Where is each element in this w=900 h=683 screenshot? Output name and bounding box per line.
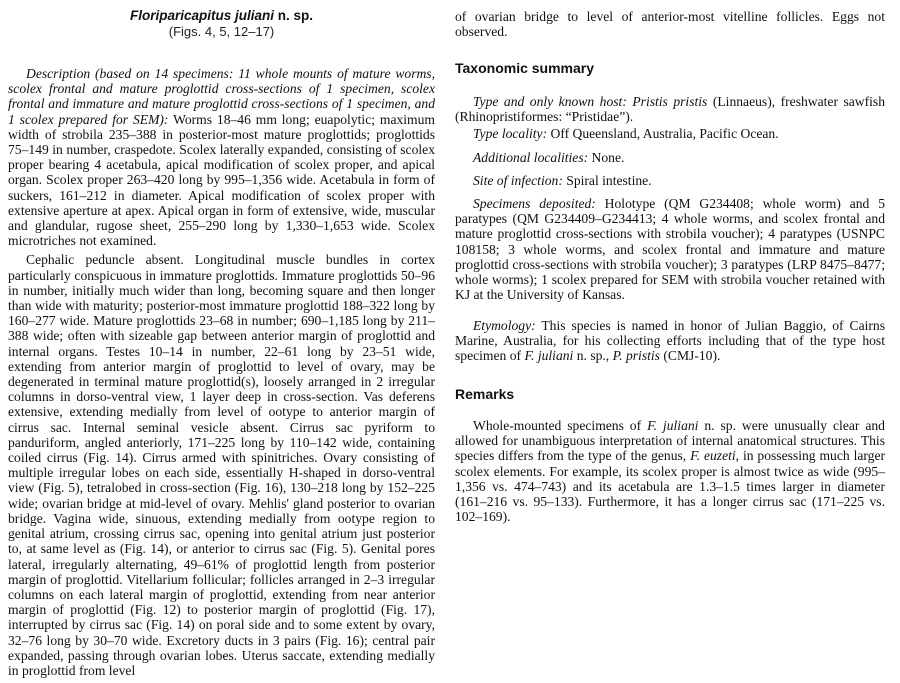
description-paragraph (8, 66, 435, 248)
remarks-species: F. juliani (647, 418, 699, 433)
etymology-text-2: n. sp., (573, 348, 613, 364)
taxonomic-summary-heading: Taxonomic summary (455, 60, 595, 76)
locality-text: Off Queensland, Australia, Pacific Ocean. (547, 126, 779, 141)
site-paragraph (455, 173, 885, 188)
specimens-text: Holotype (QM G234408; whole worm) and 5 paratypes (QM G234409–G234413; 4 whole worms, and scolex frontal and mature proglottid cross-sections with strobila voucher); 4 paratypes (USNPC 108158; 3 whole worms, and scolex frontal and immature and mature proglottid cross-sections with strobila voucher); 3 paratypes (LRP 8475–8477; whole worms); 1 scolex prepared for SEM with strobila voucher retained with KJ at the University of Kansas. (455, 196, 885, 303)
remarks-text-3: , in possessing much larger scolex elements. For example, its scolex proper is almost twice as wide (995–1,356 vs. 474–743) and its acetabula are 1.3–1.5 times larger in diameter (161–216 vs. 95–133). Furthermore, it has a longer cirrus sac (171–225 vs. 102–169). (455, 448, 886, 525)
additional-label: Additional localities: (473, 150, 589, 165)
etymology-paragraph (455, 318, 885, 364)
description-continued: of ovarian bridge to level of anterior-most vitelline follicles. Eggs not observed. (455, 9, 885, 40)
etymology-host: P. pristis (612, 348, 660, 364)
specimens-label: Specimens deposited: (473, 196, 596, 211)
site-text: Spiral intestine. (562, 173, 652, 188)
additional-text: None. (588, 150, 625, 165)
anatomy-paragraph: Cephalic peduncle absent. Longitudinal muscle bundles in cortex particularly conspicuous in immature proglottids. Immature proglottids 50–96 in number, initially much wider than long, becoming square and then longer than wide with maturity; posterior-most immature proglottid 188–322 long by 160–277 wide. Mature proglottids 23–68 in number; 690–1,185 long by 211–388 wide; often with sizeable gap between anterior margin of proglottid and internal organs. Testes 10–14 in number, 22–61 long by 23–51 wide, extending from anterior margin of proglottid to level of ovary, may be degenerated in terminal mature proglottid(s), loosely arranged in 2 irregular columns in dorso-ventral view, 1 layer deep in cross-section. Vas deferens extensive, extending medially from level of ootype to anterior margin of cirrus sac. Internal seminal vesicle absent. Cirrus sac pyriform to panduriform, angled anteriorly, 171–225 long by 110–142 wide, containing coiled cirrus (Fig. 14). Cirrus armed with spinitriches. Ovary consisting of multiple irregular lobes on each side, essentially H-shaped in dorso-ventral view (Fig. 5), tetralobed in cross-section (Fig. 16), 130–218 long by 152–225 wide; ovarian bridge at mid-level of ovary. Mehlis' gland posterior to ovarian bridge. Vagina wide, sinuous, extending medially from ootype region to genital atrium, crossing cirrus sac, opening into genital atrium just posterior to, at same level as (Fig. 14), or anterior to cirrus sac (Fig. 5). Genital pores lateral, irregularly alternating, 49–61% of proglottid length from posterior margin of proglottid. Vitellarium follicular; follicles arranged in 2–3 irregular columns on each lateral margin of proglottid, extending from near anterior margin of proglottid (Fig. 12) to posterior margin of proglottid (Fig. 17), interrupted by cirrus sac (Fig. 14) on poral side and to some extent by ovary, 32–76 long by 30–70 wide. Excretory ducts in 3 pairs (Fig. 16); central pair expanded, passing through ovarian lobes. Uterus saccate, extending medially in proglottid from level (8, 252, 435, 678)
figure-reference: (Figs. 4, 5, 12–17) (168, 24, 275, 39)
left-column (8, 0, 435, 678)
host-label: Type and only known host: (473, 94, 633, 109)
species-suffix: n. sp. (274, 8, 314, 23)
site-label: Site of infection: (473, 173, 563, 188)
locality-paragraph (455, 126, 885, 141)
host-text: (Linnaeus), freshwater sawfish (Rhinopristiformes: “Pristidae”). (455, 94, 885, 125)
species-title (8, 8, 435, 24)
locality-label: Type locality: (473, 126, 548, 141)
host-species: Pristis pristis (632, 94, 708, 109)
species-name: Floriparicapitus juliani (129, 8, 274, 23)
host-paragraph (455, 94, 885, 124)
description-label: Description (based on 14 specimens: 11 whole mounts of mature worms, scolex frontal and mature proglottid cross-sections of 1 specimen, scolex frontal and immature and mature proglottid cross-sections of 1 specimen, and 1 scolex prepared for SEM): (8, 66, 435, 127)
remarks-text: Whole-mounted specimens of (473, 418, 648, 433)
etymology-text: This species is named in honor of Julian Baggio, of Cairns Marine, Australia, for his collecting efforts including that of the type host specimen of (455, 318, 885, 364)
remarks-paragraph (455, 418, 885, 524)
additional-localities-paragraph (455, 150, 885, 165)
remarks-heading: Remarks (455, 386, 515, 402)
etymology-label: Etymology: (473, 318, 536, 333)
remarks-text-2: n. sp. were unusually clear and allowed for unambiguous interpretation of internal anatomical structures. This species differs from the type of the genus, (455, 418, 885, 464)
specimens-paragraph (455, 196, 885, 302)
etymology-species: F. juliani (524, 348, 574, 364)
description-text: Worms 18–46 mm long; euapolytic; maximum width of strobila 235–388 in posterior-most mature proglottids; proglottids 75–149 in number, craspedote. Scolex laterally expanded, consisting of scolex proper bearing 4 acetabula, apical modification of scolex proper, and apical organ. Scolex proper 263–420 long by 995–1,356 wide. Acetabula in form of suckers, 161–212 in diameter. Apical modification of scolex proper with extensive aperture at apex. Apical organ in form of extensive, wide, muscular and glandular, rugose sheet, 255–290 long by 1,330–1,653 wide. Scolex microtriches not examined. (8, 111, 436, 249)
etymology-text-3: (CMJ-10). (659, 348, 721, 364)
remarks-type-species: F. euzeti (690, 448, 736, 464)
